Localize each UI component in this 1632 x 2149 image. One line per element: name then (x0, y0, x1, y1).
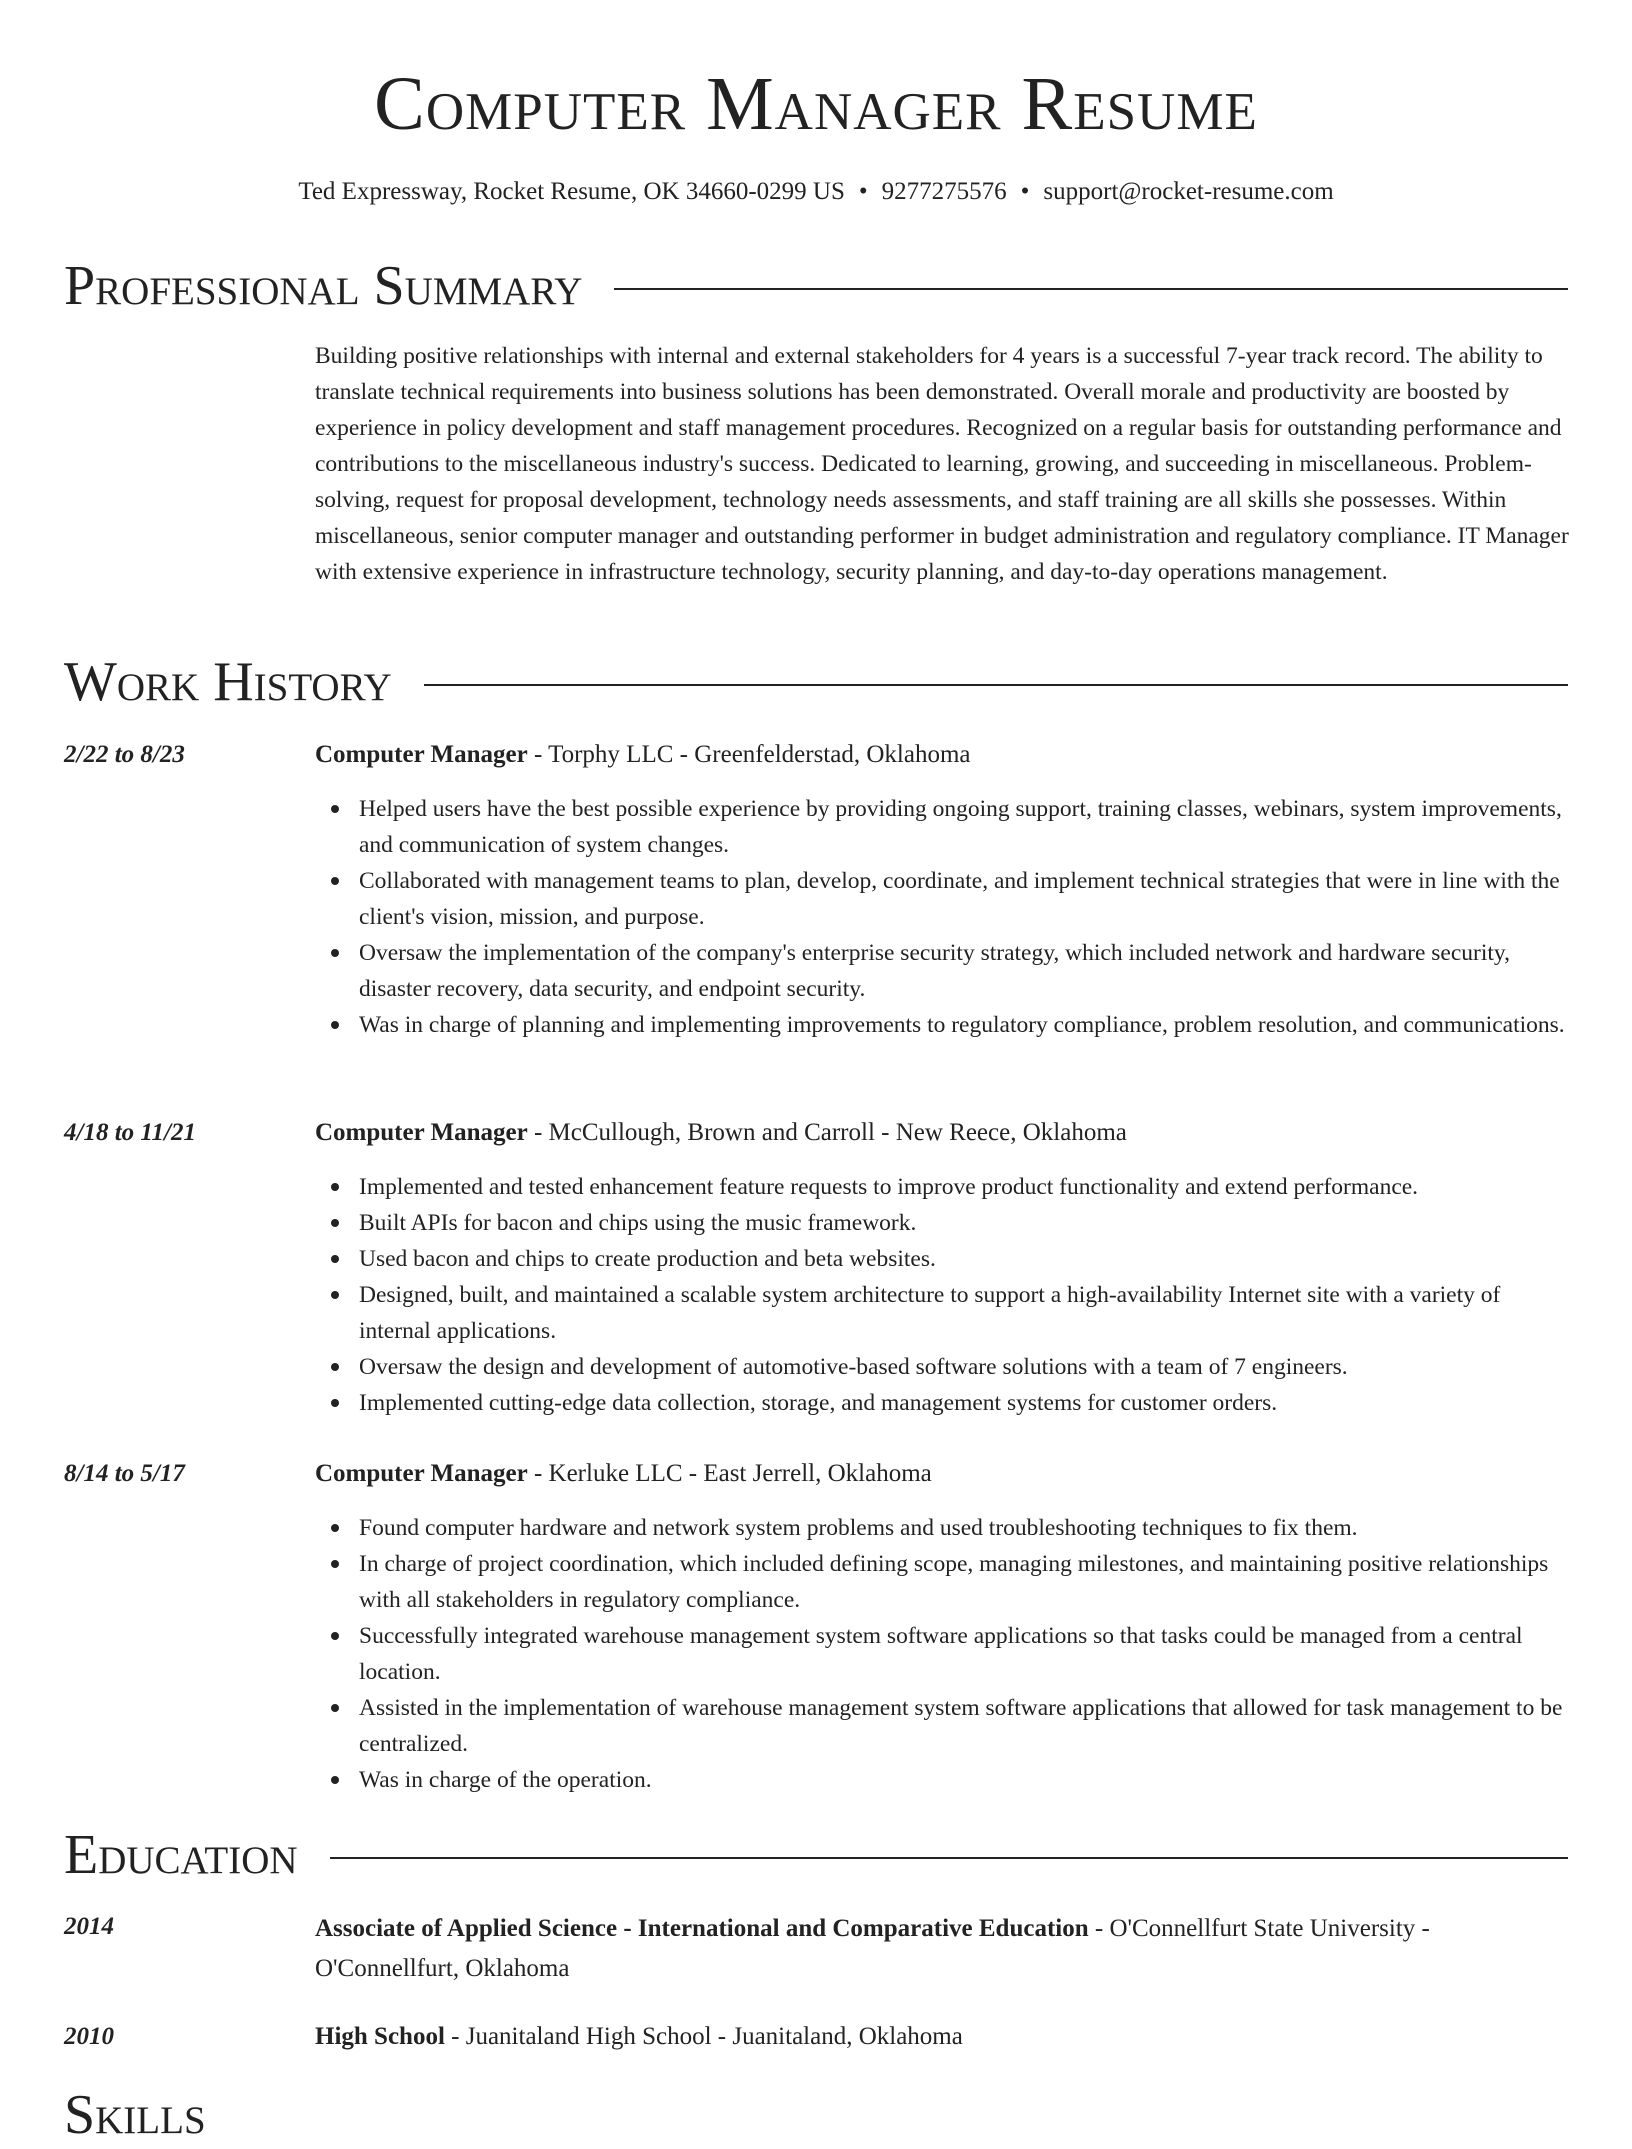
contact-address: Ted Expressway, Rocket Resume, OK 34660-0299 US (298, 178, 845, 205)
job-heading (315, 1115, 1568, 1151)
job-heading (315, 1456, 1568, 1492)
section-header-skills (64, 2081, 1568, 2149)
job-bullet: Helped users have the best possible experience by providing ongoing support, training classes, webinars, system improvements, and communication of system changes. (315, 791, 1568, 863)
job-employer: - Kerluke LLC - East Jerrell, Oklahoma (527, 1460, 932, 1487)
education-school: - Juanitaland High School - Juanitaland, Oklahoma (444, 2023, 963, 2050)
job-bullet: Successfully integrated warehouse management system software applications so that tasks could be managed from a central location. (315, 1618, 1568, 1690)
section-title-work: Work History (64, 651, 392, 713)
job-bullet: Oversaw the implementation of the company's enterprise security strategy, which included network and hardware security, disaster recovery, data security, and endpoint security. (315, 935, 1568, 1007)
education-heading (315, 1909, 1568, 1989)
job-bullets (315, 1169, 1568, 1421)
education-school: - O'Connellfurt State University - O'Connellfurt, Oklahoma (315, 1915, 1430, 1982)
job-heading (315, 737, 1568, 773)
resume-title: Computer Manager Resume (374, 62, 1258, 146)
section-divider (330, 1857, 1568, 1859)
education-year: 2010 (64, 2023, 114, 2050)
section-divider (424, 684, 1568, 686)
job-bullet: Implemented and tested enhancement feature requests to improve product functionality and extend performance. (315, 1169, 1568, 1205)
section-title-summary: Professional Summary (64, 255, 583, 317)
job-bullet: Used bacon and chips to create production and beta websites. (315, 1241, 1568, 1277)
contact-separator: • (1020, 178, 1030, 205)
job-bullet: Designed, built, and maintained a scalable system architecture to support a high-availability Internet site with a variety of internal applications. (315, 1277, 1568, 1349)
job-bullet: Was in charge of planning and implementing improvements to regulatory compliance, problem resolution, and communications. (315, 1007, 1568, 1043)
job-bullet: Collaborated with management teams to plan, develop, coordinate, and implement technical strategies that were in line with the client's vision, mission, and purpose. (315, 863, 1568, 935)
job-title: Computer Manager (315, 1119, 528, 1146)
contact-separator: • (858, 178, 868, 205)
job-bullet: Assisted in the implementation of warehouse management system software applications that allowed for task management to be centralized. (315, 1690, 1568, 1762)
job-bullet: Oversaw the design and development of automotive-based software solutions with a team of 7 engineers. (315, 1349, 1568, 1385)
job-title: Computer Manager (315, 741, 528, 768)
section-title-education: Education (64, 1824, 298, 1886)
education-heading (315, 2019, 1568, 2055)
education-degree: Associate of Applied Science - International and Comparative Education (315, 1915, 1089, 1942)
contact-email[interactable]: support@rocket-resume.com (1043, 178, 1334, 205)
job-bullets (315, 1510, 1568, 1798)
job-bullet: In charge of project coordination, which included defining scope, managing milestones, and maintaining positive relationships with all stakeholders in regulatory compliance. (315, 1546, 1568, 1618)
job-bullet: Found computer hardware and network system problems and used troubleshooting techniques to fix them. (315, 1510, 1568, 1546)
job-bullet: Was in charge of the operation. (315, 1762, 1568, 1798)
section-header-summary (64, 252, 1568, 320)
job-dates: 4/18 to 11/21 (64, 1119, 196, 1146)
job-employer: - Torphy LLC - Greenfelderstad, Oklahoma (527, 741, 971, 768)
job-dates: 2/22 to 8/23 (64, 741, 185, 768)
job-title: Computer Manager (315, 1460, 528, 1487)
job-bullet: Built APIs for bacon and chips using the music framework. (315, 1205, 1568, 1241)
education-year: 2014 (64, 1913, 114, 1940)
job-dates: 8/14 to 5/17 (64, 1460, 185, 1487)
summary-text: Building positive relationships with internal and external stakeholders for 4 years is a successful 7-year track record. The ability to translate technical requirements into business solutions has been demonstrated. Overall morale and productivity are boosted by experience in policy development and staff management procedures. Recognized on a regular basis for outstanding performance and contributions to the miscellaneous industry's success. Dedicated to learning, growing, and succeeding in miscellaneous. Problem-solving, request for proposal development, technology needs assessments, and staff training are all skills she possesses. Within miscellaneous, senior computer manager and outstanding performer in budget administration and regulatory compliance. IT Manager with extensive experience in infrastructure technology, security planning, and day-to-day operations management. (315, 343, 1569, 585)
section-header-education (64, 1821, 1568, 1889)
education-degree: High School (315, 2023, 445, 2050)
job-employer: - McCullough, Brown and Carroll - New Reece, Oklahoma (527, 1119, 1127, 1146)
job-bullets (315, 791, 1568, 1043)
section-title-skills: Skills (64, 2084, 206, 2146)
contact-line (0, 174, 1632, 210)
section-header-work (64, 648, 1568, 716)
section-divider (614, 288, 1568, 290)
contact-phone: 9277275576 (881, 178, 1007, 205)
job-bullet: Implemented cutting-edge data collection, storage, and management systems for customer orders. (315, 1385, 1568, 1421)
